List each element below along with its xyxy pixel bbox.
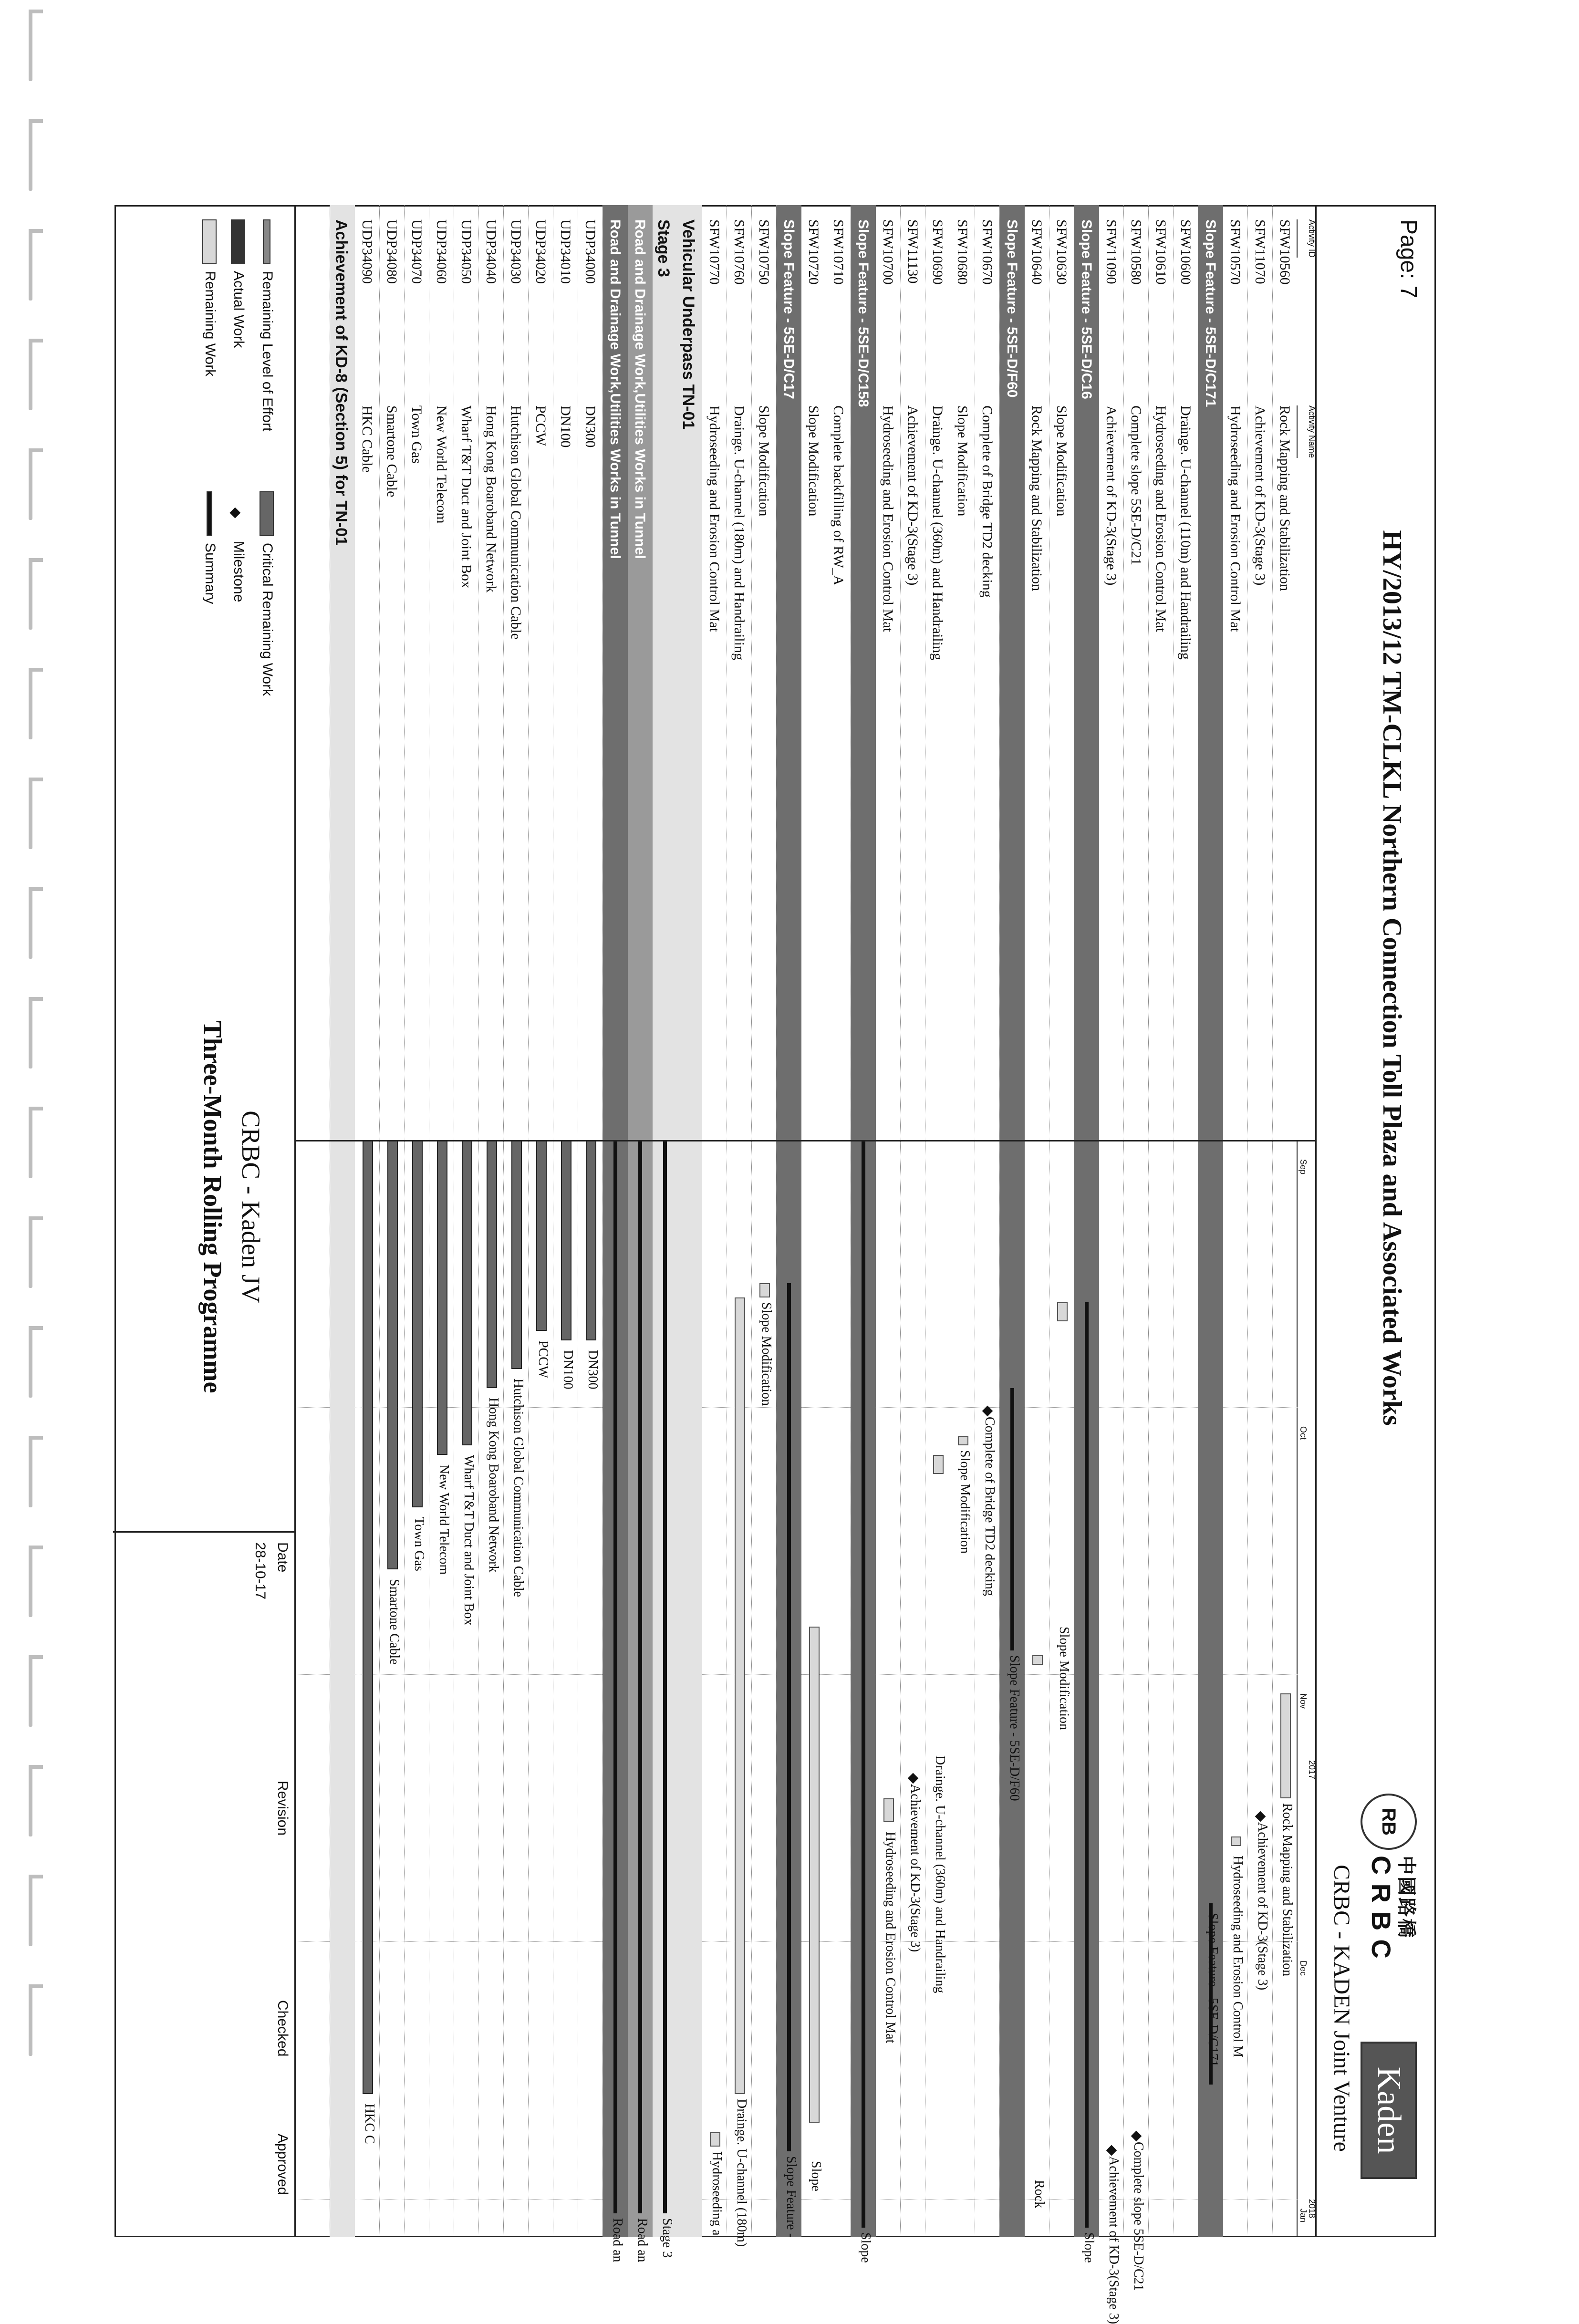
activity-id: SFW10630 bbox=[1054, 219, 1070, 285]
activity-name: Rock Mapping and Stabilization bbox=[1277, 405, 1293, 591]
bar-label: Town Gas bbox=[412, 1517, 426, 1571]
bar-label: Hydroseeding a bbox=[709, 2151, 724, 2236]
activity-id: UDP34040 bbox=[483, 219, 499, 284]
bar-label: Slope Feature - bbox=[784, 2156, 799, 2238]
activity-id: SFW11090 bbox=[1103, 219, 1119, 284]
bar-label: Achievement of KD-3(Stage 3) bbox=[1255, 1822, 1270, 1991]
activity-name: Wharf T&T Duct and Joint Box bbox=[458, 405, 474, 588]
activity-name: Hong Kong Boaroband Network bbox=[483, 405, 499, 593]
bar-label: Complete of Bridge TD2 decking bbox=[982, 1417, 997, 1596]
rev-date-value: 28-10-17 bbox=[252, 1542, 268, 1600]
rev-revision-head: Revision bbox=[275, 1781, 291, 1836]
activity-name: Slope Feature - 5SE-D/C16 bbox=[1079, 219, 1094, 399]
activity-row bbox=[1223, 205, 1248, 2237]
summary-bar bbox=[663, 1140, 667, 2213]
gantt-divider bbox=[296, 1140, 1317, 1141]
summary-bar bbox=[862, 1140, 865, 2228]
activity-id: UDP34050 bbox=[458, 219, 474, 284]
rev-date-head: Date bbox=[275, 1542, 291, 1573]
joint-venture-name: CRBC - KADEN Joint Venture bbox=[1329, 1865, 1354, 2152]
revision-table bbox=[113, 1531, 294, 2239]
activity-id: UDP34060 bbox=[434, 219, 449, 284]
binder-holes bbox=[19, 0, 48, 2232]
rev-approved-head: Approved bbox=[275, 2134, 291, 2195]
activity-id: UDP34000 bbox=[582, 219, 598, 284]
bar-label: Slope bbox=[1081, 2232, 1096, 2263]
activity-row bbox=[1049, 205, 1074, 2237]
crit-bar bbox=[437, 1140, 447, 1455]
timescale bbox=[1297, 1140, 1317, 2237]
activity-name: Drainge. U-channel (360m) and Handrailing bbox=[930, 405, 945, 660]
ts-month-nov: Nov bbox=[1299, 1693, 1308, 1709]
activity-name: Achievement of KD-3(Stage 3) bbox=[1252, 405, 1268, 586]
activity-name: DN100 bbox=[558, 405, 573, 448]
logo-crbc-text: CRBC bbox=[1366, 1856, 1396, 1967]
bar-label: Road an bbox=[610, 2218, 625, 2262]
activity-id: SFW10720 bbox=[806, 219, 821, 285]
remain-bar bbox=[809, 1627, 820, 2123]
activity-name: Hydroseeding and Erosion Control Mat bbox=[1227, 405, 1243, 632]
activity-row bbox=[826, 205, 851, 2237]
activity-id: SFW10570 bbox=[1227, 219, 1243, 285]
company-logo bbox=[1326, 1794, 1426, 2223]
summary-bar bbox=[1085, 1302, 1089, 2228]
remain-bar bbox=[710, 2132, 720, 2147]
ts-month-jan: Jan bbox=[1299, 2209, 1308, 2223]
ts-month-sep: Sep bbox=[1299, 1159, 1308, 1175]
remain-bar bbox=[735, 1297, 745, 2094]
remain-bar bbox=[1032, 1655, 1043, 1665]
activity-id: UDP34010 bbox=[558, 219, 573, 284]
legend-summary: Summary bbox=[202, 491, 218, 604]
section-row bbox=[999, 205, 1025, 2237]
activity-row bbox=[1024, 205, 1049, 2237]
activity-id: SFW10750 bbox=[756, 219, 772, 285]
activity-row bbox=[503, 205, 529, 2237]
activity-row bbox=[553, 205, 578, 2237]
summary-bar bbox=[613, 1140, 617, 2213]
bar-label: Achievement of KD-3(Stage 3) bbox=[1106, 2156, 1121, 2324]
activity-id: SFW10670 bbox=[979, 219, 995, 285]
activity-name: Drainge. U-channel (110m) and Handrailing bbox=[1178, 405, 1194, 660]
activity-id: SFW10690 bbox=[930, 219, 945, 285]
summary-bar bbox=[787, 1283, 791, 2151]
activity-row bbox=[379, 205, 405, 2237]
ts-year-2017: 2017 bbox=[1307, 1760, 1317, 1780]
bar-label: PCCW bbox=[536, 1340, 551, 1379]
activity-id: SFW10600 bbox=[1178, 219, 1194, 285]
activity-name: Achievement of KD-3(Stage 3) bbox=[1103, 405, 1119, 586]
bar-label: Smartone Cable bbox=[387, 1579, 402, 1665]
ts-year-2018: 2018 bbox=[1307, 2199, 1317, 2219]
crit-bar bbox=[487, 1140, 497, 1388]
footer-company: CRBC - Kaden JV bbox=[237, 1110, 265, 1303]
activity-id: SFW10580 bbox=[1128, 219, 1144, 285]
milestone-marker bbox=[1131, 2131, 1142, 2142]
activity-name: Slope Feature - 5SE-D/C158 bbox=[855, 219, 871, 407]
activity-name: Stage 3 bbox=[654, 219, 673, 277]
footer-programme: Three-Month Rolling Programme bbox=[198, 1020, 227, 1393]
crit-bar bbox=[586, 1140, 596, 1340]
activity-row bbox=[1272, 205, 1298, 2237]
bar-label: DN100 bbox=[561, 1350, 575, 1390]
activity-id: UDP34070 bbox=[409, 219, 425, 284]
bar-label: Wharf T&T Duct and Joint Box bbox=[461, 1455, 476, 1626]
activity-name: Slope Feature - 5SE-D/C17 bbox=[781, 219, 797, 399]
activity-row bbox=[1247, 205, 1273, 2237]
summary-bar bbox=[1010, 1388, 1014, 1650]
footer bbox=[113, 205, 296, 2237]
activity-name: Rock Mapping and Stabilization bbox=[1029, 405, 1045, 591]
activity-row bbox=[1148, 205, 1174, 2237]
activity-row bbox=[528, 205, 553, 2237]
activity-name: New World Telecom bbox=[434, 405, 449, 524]
bar-label: Hong Kong Boaroband Network bbox=[486, 1398, 501, 1573]
bar-label: Hydroseeding and Erosion Control Mat bbox=[883, 1832, 898, 2044]
document-title: HY/2013/12 TM-CLKL Northern Connection Toll Plaza and Associated Works bbox=[1377, 530, 1407, 1426]
section-row bbox=[330, 205, 355, 2237]
activity-name: Complete slope 5SE-D/C21 bbox=[1128, 405, 1144, 565]
activity-row bbox=[975, 205, 1000, 2237]
page-number: Page: 7 bbox=[1396, 219, 1421, 299]
gantt-table bbox=[296, 205, 1317, 2324]
activity-id: SFW11130 bbox=[905, 219, 921, 284]
milestone-marker bbox=[908, 1773, 919, 1784]
rev-checked-head: Checked bbox=[275, 2000, 291, 2057]
bar-label: Slope Modification bbox=[759, 1302, 774, 1406]
activity-name: Complete backfilling of RW_A bbox=[831, 405, 846, 586]
bar-label: Slope Feature - 5SE-D/C171 bbox=[1205, 1913, 1220, 2067]
bar-label: Slope bbox=[858, 2232, 873, 2263]
bar-label: New World Telecom bbox=[436, 1464, 451, 1575]
activity-name: Road and Drainage Work,Utilities Works in Tunnel bbox=[607, 219, 623, 559]
remain-bar bbox=[759, 1283, 770, 1297]
bar-label: Complete slope 5SE-D/C21 bbox=[1131, 2142, 1146, 2291]
crit-bar bbox=[536, 1140, 547, 1331]
bar-label: Hutchison Global Communication Cable bbox=[511, 1379, 526, 1598]
activity-id: UDP34090 bbox=[359, 219, 375, 284]
activity-name: Hydroseeding and Erosion Control Mat bbox=[880, 405, 896, 632]
activity-row bbox=[950, 205, 975, 2237]
bar-label: Road an bbox=[635, 2218, 650, 2262]
crit-bar bbox=[363, 1140, 373, 2094]
bar-label: Slope Feature - 5SE-D/F60 bbox=[1007, 1655, 1022, 1801]
ts-month-oct: Oct bbox=[1299, 1426, 1308, 1440]
activity-id: SFW10760 bbox=[731, 219, 747, 285]
activity-id: SFW10700 bbox=[880, 219, 896, 285]
crit-bar bbox=[462, 1140, 472, 1445]
milestone-marker bbox=[982, 1406, 993, 1417]
activity-row bbox=[454, 205, 479, 2237]
activity-name: Achievement of KD-3(Stage 3) bbox=[905, 405, 921, 586]
activity-name: Slope Modification bbox=[756, 405, 772, 517]
legend-remaining: Remaining Work bbox=[202, 219, 218, 376]
activity-name: Drainge. U-channel (180m) and Handrailing bbox=[731, 405, 747, 660]
bar-label: Slope Modification bbox=[957, 1450, 972, 1554]
legend-milestone: ◆Milestone bbox=[228, 507, 247, 602]
bar-label: Achievement of KD-3(Stage 3) bbox=[908, 1784, 923, 1952]
col-head-name: Activity Name bbox=[1297, 405, 1317, 458]
activity-id: UDP34020 bbox=[533, 219, 549, 284]
activity-name: Slope Modification bbox=[806, 405, 821, 517]
activity-row bbox=[900, 205, 925, 2237]
activity-id: SFW10610 bbox=[1153, 219, 1169, 285]
bar-label: Drainge. U-channel (180m) bbox=[734, 2099, 749, 2247]
activity-name: Slope Feature - 5SE-D/F60 bbox=[1004, 219, 1020, 398]
activity-id: UDP34080 bbox=[384, 219, 400, 284]
legend-actual: Actual Work bbox=[230, 219, 247, 348]
activity-name: Slope Modification bbox=[1054, 405, 1070, 517]
activity-id: SFW10560 bbox=[1277, 219, 1293, 285]
bar-label: Slope bbox=[809, 2161, 823, 2191]
activity-name: PCCW bbox=[533, 405, 549, 446]
bar-label: DN300 bbox=[585, 1350, 600, 1390]
activity-id: SFW11070 bbox=[1252, 219, 1268, 284]
activity-row bbox=[875, 205, 901, 2237]
activity-name: Hydroseeding and Erosion Control Mat bbox=[706, 405, 722, 632]
activity-row bbox=[1099, 205, 1124, 2324]
crit-bar bbox=[412, 1140, 423, 1507]
bar-label: Rock Mapping and Stabilization bbox=[1280, 1803, 1295, 1977]
activity-name: Smartone Cable bbox=[384, 405, 400, 498]
activity-id: UDP34030 bbox=[508, 219, 524, 284]
remain-bar bbox=[933, 1455, 944, 1474]
activity-name: Hydroseeding and Erosion Control Mat bbox=[1153, 405, 1169, 632]
activity-row bbox=[727, 205, 752, 2247]
section-row bbox=[1074, 205, 1099, 2263]
logo-chinese-text: 中國路橋 bbox=[1395, 1856, 1417, 1940]
activity-row bbox=[429, 205, 454, 2237]
activity-row bbox=[751, 205, 777, 2237]
activity-name: Slope Modification bbox=[955, 405, 970, 517]
crit-bar bbox=[511, 1140, 522, 1369]
activity-name: HKC Cable bbox=[359, 405, 375, 473]
activity-name: Vehicular Underpass TN-01 bbox=[679, 219, 697, 430]
remain-bar bbox=[1280, 1693, 1291, 1798]
activity-row bbox=[404, 205, 429, 2237]
bar-label: Stage 3 bbox=[660, 2218, 675, 2258]
activity-name: Road and Drainage Work,Utilities Works in Tunnel bbox=[632, 219, 648, 559]
activity-row bbox=[478, 205, 504, 2237]
rb-logo-icon: RB bbox=[1361, 1794, 1417, 1850]
milestone-marker bbox=[1255, 1811, 1266, 1822]
activity-id: SFW10640 bbox=[1029, 219, 1045, 285]
bar-label: HKC C bbox=[362, 2104, 377, 2144]
legend-remaining-loe: Remaining Level of Effort bbox=[259, 219, 275, 431]
remain-bar bbox=[958, 1436, 968, 1445]
bar-label: Slope Modification bbox=[1057, 1627, 1071, 1730]
bar-label: Drainge. U-channel (360m) and Handrailing bbox=[933, 1755, 947, 1993]
ts-month-dec: Dec bbox=[1299, 1961, 1308, 1976]
activity-name: Hutchison Global Communication Cable bbox=[508, 405, 524, 640]
legend-critical: Critical Remaining Work bbox=[259, 491, 275, 696]
activity-id: SFW10680 bbox=[955, 219, 970, 285]
remain-bar bbox=[1057, 1302, 1068, 1321]
col-head-id: Activity ID bbox=[1297, 219, 1317, 258]
remain-bar bbox=[1231, 1836, 1241, 1846]
activity-name: Complete of Bridge TD2 decking bbox=[979, 405, 995, 598]
activity-id: SFW10710 bbox=[831, 219, 846, 285]
activity-row bbox=[925, 205, 950, 2237]
section-row bbox=[627, 205, 653, 2262]
activity-name: DN300 bbox=[582, 405, 598, 448]
programme-sheet bbox=[114, 205, 1436, 2324]
crit-bar bbox=[561, 1140, 571, 1340]
crit-bar bbox=[387, 1140, 398, 1569]
section-row bbox=[677, 205, 702, 2237]
header bbox=[1315, 205, 1436, 2237]
remain-bar bbox=[883, 1798, 894, 1822]
activity-row bbox=[801, 205, 826, 2237]
milestone-marker bbox=[1106, 2145, 1117, 2156]
activity-name: Town Gas bbox=[409, 405, 425, 464]
section-row bbox=[1198, 205, 1223, 2237]
section-row bbox=[776, 205, 801, 2237]
section-row bbox=[851, 205, 876, 2263]
summary-bar bbox=[638, 1140, 642, 2213]
activity-row bbox=[1123, 205, 1149, 2291]
activity-row bbox=[702, 205, 727, 2237]
activity-name: Achievement of KD-8 (Section 5) for TN-01 bbox=[332, 219, 350, 546]
bar-label: Rock bbox=[1032, 2180, 1047, 2209]
section-row bbox=[652, 205, 677, 2258]
activity-row bbox=[354, 205, 380, 2237]
activity-name: Slope Feature - 5SE-D/C171 bbox=[1203, 219, 1218, 407]
bar-label: Hydroseeding and Erosion Control M bbox=[1230, 1856, 1245, 2058]
activity-row bbox=[578, 205, 603, 2237]
logo-kaden-text: Kaden bbox=[1361, 2042, 1417, 2179]
section-row bbox=[603, 205, 628, 2262]
activity-id: SFW10770 bbox=[706, 219, 722, 285]
activity-row bbox=[1173, 205, 1198, 2237]
